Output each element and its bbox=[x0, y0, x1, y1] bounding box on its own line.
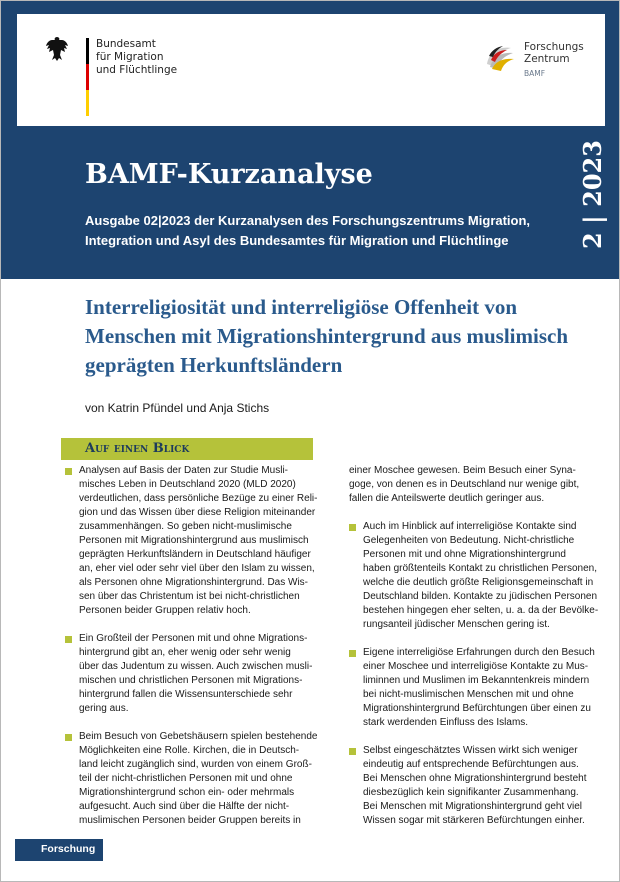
federal-eagle-icon bbox=[45, 36, 69, 62]
text-line: rungsanteil jüdischer Menschen gering ist. bbox=[363, 619, 550, 630]
text-line: Gelegenheiten von Bedeutung. Nicht-christliche bbox=[363, 535, 575, 546]
text-line: muslimischen Personen beider Gruppen bereits in bbox=[79, 815, 301, 826]
bamf-name-line: für Migration bbox=[96, 51, 164, 63]
issue-line: Ausgabe 02|2023 der Kurzanalysen des Forschungszentrums Migration, bbox=[85, 213, 531, 228]
text-line: stark werdenden Einfluss des Islams. bbox=[363, 717, 529, 728]
paragraph-text bbox=[349, 464, 589, 506]
summary-column-left bbox=[65, 464, 327, 842]
summary-bullet bbox=[65, 464, 327, 618]
article-title bbox=[85, 293, 605, 380]
summary-bullet bbox=[65, 632, 327, 716]
bullet-text bbox=[363, 744, 589, 828]
bullet-text bbox=[79, 632, 327, 716]
bullet-text bbox=[363, 646, 595, 730]
summary-bullet bbox=[349, 646, 595, 730]
text-line: gion und das Wissen über diese Religion miteinander bbox=[79, 507, 316, 518]
title-line: Interreligiosität und interreligiöse Offenheit von bbox=[85, 295, 518, 319]
summary-bullet bbox=[349, 520, 599, 632]
bullet-text bbox=[363, 520, 599, 632]
text-line: Ein Großteil der Personen mit und ohne Migrations- bbox=[79, 633, 308, 644]
summary-bullet bbox=[349, 744, 589, 828]
forschungszentrum-logo-icon bbox=[483, 40, 517, 74]
text-line: verdeutlichen, dass persönliche Bezüge zu einer Reli- bbox=[79, 493, 318, 504]
text-line: mischen und christlichen Personen mit Migrations- bbox=[79, 675, 303, 686]
text-line: Selbst eingeschätztes Wissen wirkt sich weniger bbox=[363, 745, 578, 756]
text-line: liminnen und Muslimen im Bekanntenkreis mindern bbox=[363, 675, 590, 686]
section-heading-bar bbox=[61, 438, 313, 460]
text-line: sen über das Christentum ist bei nicht-christlichen bbox=[79, 591, 300, 602]
issue-description bbox=[85, 211, 531, 251]
text-line: fallen die Anteilswerte deutlich geringer aus. bbox=[349, 493, 545, 504]
authors: von Katrin Pfündel und Anja Stichs bbox=[85, 401, 270, 415]
text-line: als Personen ohne Migrationshintergrund. Das Wis- bbox=[79, 577, 308, 588]
bullet-square-icon bbox=[65, 734, 72, 741]
bullet-text bbox=[79, 730, 327, 828]
section-heading: Auf einen Blick bbox=[85, 441, 190, 456]
text-line: Wissen sogar mit stärkeren Befürchtungen einher. bbox=[363, 815, 585, 826]
text-line: Bei Menschen ohne Migrationshintergrund besteht bbox=[363, 773, 587, 784]
bullet-text bbox=[79, 464, 327, 618]
text-line: Deutschland bilden. Kontakte zu jüdischen Personen bbox=[363, 591, 598, 602]
bullet-square-icon bbox=[349, 748, 356, 755]
text-line: über das Judentum zu wissen. Auch zwischen musli- bbox=[79, 661, 313, 672]
title-line: Menschen mit Migrationshintergrund aus muslimisch bbox=[85, 324, 569, 348]
text-line: Migrationshintergrund Befürchtungen über einen zu bbox=[363, 703, 591, 714]
text-line: gering aus. bbox=[79, 703, 129, 714]
text-line: Personen beider Gruppen relativ hoch. bbox=[79, 605, 251, 616]
text-line: welche die deutlich größte Religionsgemeinschaft in bbox=[363, 577, 594, 588]
fz-name-line: Forschungs bbox=[524, 41, 584, 53]
bamf-name-line: und Flüchtlinge bbox=[96, 64, 178, 76]
bamf-wordmark bbox=[96, 38, 177, 77]
text-line: Personen mit und ohne Migrationshintergrund bbox=[363, 549, 566, 560]
text-line: land leicht zugänglich sind, wurden von einem Groß- bbox=[79, 759, 312, 770]
text-line: misches Leben in Deutschland 2020 (MLD 2020) bbox=[79, 479, 296, 490]
category-label: Forschung bbox=[41, 843, 96, 855]
text-line: bei nicht-muslimischen Menschen mit und ohne bbox=[363, 689, 574, 700]
text-line: einer Moschee und interreligiöse Kontakte zu Mus- bbox=[363, 661, 589, 672]
logo-header bbox=[17, 14, 605, 126]
issue-line: Integration und Asyl des Bundesamtes für Migration und Flüchtlinge bbox=[85, 233, 509, 248]
flag-stripe-red bbox=[86, 64, 89, 90]
text-line: zusammenhängen. So geben nicht-muslimische bbox=[79, 521, 292, 532]
flag-stripe-gold bbox=[86, 90, 89, 116]
title-line: geprägten Herkunftsländern bbox=[85, 353, 343, 377]
bullet-square-icon bbox=[349, 650, 356, 657]
text-line: haben größtenteils Kontakt zu christlichen Personen, bbox=[363, 563, 598, 574]
bullet-square-icon bbox=[65, 468, 72, 475]
continued-text bbox=[349, 464, 589, 506]
text-line: teil der nicht-christlichen Personen mit und ohne bbox=[79, 773, 293, 784]
text-line: Eigene interreligiöse Erfahrungen durch den Besuch bbox=[363, 647, 595, 658]
german-flag-stripe bbox=[86, 38, 89, 116]
text-line: Migrationshintergrund schon ein- oder mehrmals bbox=[79, 787, 295, 798]
series-title: BAMF-Kurzanalyse bbox=[85, 159, 373, 190]
text-line: Analysen auf Basis der Daten zur Studie Musli- bbox=[79, 465, 288, 476]
fz-name-line: Zentrum bbox=[524, 53, 570, 65]
text-line: Personen mit Migrationshintergrund aus muslimisch bbox=[79, 535, 309, 546]
text-line: hintergrund gibt an, eher wenig oder sehr wenig bbox=[79, 647, 291, 658]
bullet-square-icon bbox=[65, 636, 72, 643]
text-line: geprägten Herkunftsländern in Deutschland häufiger bbox=[79, 549, 311, 560]
text-line: einer Moschee gewesen. Beim Besuch einer Syna- bbox=[349, 465, 576, 476]
text-line: aufgesucht. Auch sind über die Hälfte der nicht- bbox=[79, 801, 290, 812]
summary-bullet bbox=[65, 730, 327, 828]
bamf-name-line: Bundesamt bbox=[96, 38, 156, 50]
flag-stripe-black bbox=[86, 38, 89, 64]
bullet-square-icon bbox=[349, 524, 356, 531]
summary-column-right bbox=[349, 464, 599, 842]
text-line: Auch im Hinblick auf interreligiöse Kontakte sind bbox=[363, 521, 577, 532]
text-line: Möglichkeiten eine Rolle. Kirchen, die in Deutsch- bbox=[79, 745, 300, 756]
text-line: Beim Besuch von Gebetshäusern spielen bestehende bbox=[79, 731, 318, 742]
text-line: eindeutig auf entsprechende Befürchtungen aus. bbox=[363, 759, 579, 770]
forschungszentrum-wordmark bbox=[524, 41, 584, 80]
text-line: bestehen hingegen eher selten, u. a. da der Bevölke- bbox=[363, 605, 599, 616]
issue-number-vertical: 2 | 2023 bbox=[578, 140, 607, 249]
text-line: goge, von denen es in Deutschland nur wenige gibt, bbox=[349, 479, 580, 490]
text-line: Bei Menschen mit Migrationshintergrund geht viel bbox=[363, 801, 582, 812]
text-line: diesbezüglich kein signifikanter Zusammenhang. bbox=[363, 787, 579, 798]
category-tag bbox=[15, 839, 103, 861]
fz-sub-label: BAMF bbox=[524, 69, 546, 78]
text-line: hintergrund fallen die Wissensunterschiede sehr bbox=[79, 689, 293, 700]
text-line: an, eher viel oder sehr viel über den Islam zu wissen, bbox=[79, 563, 315, 574]
